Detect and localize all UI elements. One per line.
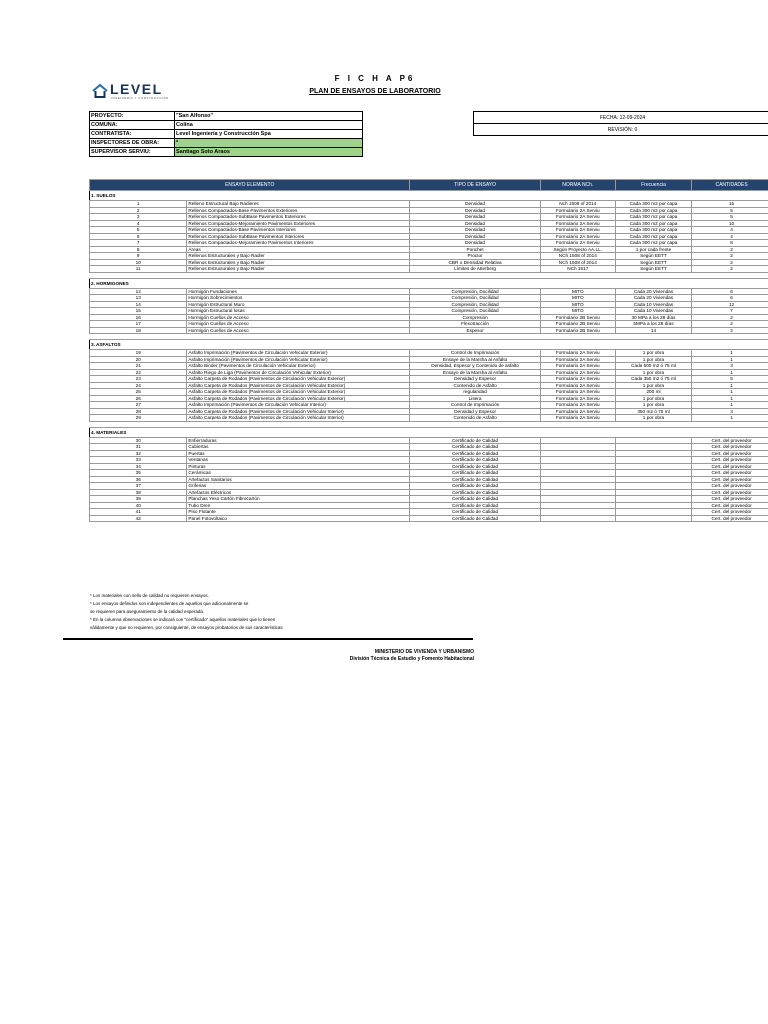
row-test-type: Certificado de Calidad xyxy=(410,476,540,483)
row-test-type: Ponchet xyxy=(410,246,540,253)
row-test-type: Certificado de Calidad xyxy=(410,457,540,464)
row-frequency: 1 por obra xyxy=(615,382,691,389)
row-norma: Formulario 2A Serviu xyxy=(540,382,615,389)
row-number: 37 xyxy=(90,483,187,490)
row-number: 35 xyxy=(90,470,187,477)
row-quantity: 1 xyxy=(692,415,768,422)
row-frequency: Cada 300 m2 por capa xyxy=(615,220,691,227)
row-quantity: 10 xyxy=(692,220,768,227)
row-norma: MITO xyxy=(540,301,615,308)
row-test-type: Densidad xyxy=(410,233,540,240)
row-test-type: Densidad xyxy=(410,214,540,221)
row-quantity: 3 xyxy=(692,408,768,415)
row-quantity: Cert. del proveedor xyxy=(692,463,768,470)
section-title: 1. SUELOS xyxy=(90,191,768,201)
date-label: FECHA: 12-09-2024 xyxy=(474,112,768,124)
row-number: 28 xyxy=(90,408,187,415)
row-norma: Nch 1508 of 2014 xyxy=(540,201,615,208)
row-element: Asfalto Imprimación (Pavimentos de Circulación Vehicular Interior) xyxy=(187,402,410,409)
section-title: 3. ASFALTOS xyxy=(90,340,768,350)
section-title: 4. MATERIALES xyxy=(90,427,768,437)
row-quantity: Cert. del proveedor xyxy=(692,515,768,522)
row-norma: Según Proyecto AA.LL. xyxy=(540,246,615,253)
row-norma: Formulario 2A Serviu xyxy=(540,408,615,415)
row-norma: Formulario 2B Serviu xyxy=(540,327,615,334)
row-quantity: 5 xyxy=(692,207,768,214)
row-test-type: Ensaye de la Marsha al Asfalto xyxy=(410,356,540,363)
logo-text: LEVEL xyxy=(110,81,163,97)
row-quantity: 1 xyxy=(692,402,768,409)
row-test-type: Certificado de Calidad xyxy=(410,483,540,490)
row-frequency: Cada 300 m2 por capa xyxy=(615,214,691,221)
row-element: Asfalto Carpeta de Rodados (Pavimentos de Circulación Vehicular Exterior) xyxy=(187,376,410,383)
row-frequency: 1 por obra xyxy=(615,395,691,402)
row-number: 17 xyxy=(90,321,187,328)
row-quantity: 5 xyxy=(692,376,768,383)
section-row xyxy=(90,191,768,201)
row-quantity: Cert. del proveedor xyxy=(692,470,768,477)
row-element: Asfalto Carpeta de Rodados (Pavimentos de Circulación Vehicular Exterior) xyxy=(187,389,410,396)
row-test-type: Ensayo de la Marsha al Asfalto xyxy=(410,369,540,376)
signature-rule xyxy=(63,638,473,640)
info-row xyxy=(90,121,363,130)
row-test-type: Espesor xyxy=(410,327,540,334)
row-quantity: 2 xyxy=(692,253,768,260)
row-number: 8 xyxy=(90,246,187,253)
row-number: 4 xyxy=(90,220,187,227)
row-norma: MITO xyxy=(540,288,615,295)
row-number: 9 xyxy=(90,253,187,260)
col-header-norma: NORMA NCh. xyxy=(540,180,615,191)
row-number: 21 xyxy=(90,363,187,370)
info-value: Colina xyxy=(175,121,363,130)
table-header-row xyxy=(90,180,768,191)
info-value: Level Ingeniería y Construcción Spa xyxy=(175,130,363,139)
row-test-type: Densidad xyxy=(410,240,540,247)
row-test-type: Proctor xyxy=(410,253,540,260)
section-title: 2. HORMIGONES xyxy=(90,278,768,288)
row-norma: Formulario 2A Serviu xyxy=(540,240,615,247)
row-number: 19 xyxy=(90,350,187,357)
row-element: Rellenos Compactados-Base Pavimentos Interiores xyxy=(187,227,410,234)
footnotes xyxy=(90,592,390,632)
row-test-type: Densidad y Espesor xyxy=(410,376,540,383)
col-header-cantidades: CANTIDADES xyxy=(692,180,768,191)
row-number: 42 xyxy=(90,515,187,522)
row-element: Asfalto Carpeta de Rodados (Pavimentos de Circulación Vehicular Exterior) xyxy=(187,382,410,389)
row-norma: Formulario 2A Serviu xyxy=(540,395,615,402)
row-element: Hormigón Fundaciones xyxy=(187,288,410,295)
row-element: Hormigón Cuellos de Acceso xyxy=(187,314,410,321)
info-label: COMUNA: xyxy=(90,121,175,130)
row-element: Griferias xyxy=(187,483,410,490)
row-frequency: Cada 20 Viviendas xyxy=(615,288,691,295)
row-element: Asfalto Carpeta de Rodados (Pavimentos de Circulación Vehicular Interior) xyxy=(187,408,410,415)
row-quantity: Cert. del proveedor xyxy=(692,502,768,509)
row-element: Tubo Dren xyxy=(187,502,410,509)
ministry-division: División Técnica de Estudio y Fomento Habitacional xyxy=(349,656,474,662)
row-norma: Formulario 2A Serviu xyxy=(540,363,615,370)
row-test-type: Control de Imprimación xyxy=(410,402,540,409)
row-element: Rellenos Estructurales y Bajo Radier xyxy=(187,266,410,273)
row-norma: Formulario 2A Serviu xyxy=(540,220,615,227)
row-frequency: Según EETT xyxy=(615,259,691,266)
row-number: 34 xyxy=(90,463,187,470)
row-number: 40 xyxy=(90,502,187,509)
project-info-table xyxy=(89,111,363,157)
row-number: 27 xyxy=(90,402,187,409)
row-quantity: Cert. del proveedor xyxy=(692,476,768,483)
row-number: 20 xyxy=(90,356,187,363)
row-number: 3 xyxy=(90,214,187,221)
row-frequency: Según EETT xyxy=(615,266,691,273)
row-number: 14 xyxy=(90,301,187,308)
row-test-type: Densidad xyxy=(410,220,540,227)
row-element: Ventanas xyxy=(187,457,410,464)
info-row xyxy=(90,139,363,148)
row-test-type: Lisera xyxy=(410,395,540,402)
row-element: Artefactos Eléctricos xyxy=(187,489,410,496)
row-quantity: Cert. del proveedor xyxy=(692,444,768,451)
row-norma: Formulario 2A Serviu xyxy=(540,214,615,221)
row-element: Cerámicas xyxy=(187,470,410,477)
row-test-type: Compresión xyxy=(410,314,540,321)
footnote-line: se requieren para aseguramiento de la calidad esperada. xyxy=(90,609,205,614)
row-test-type: regularidad xyxy=(410,389,540,396)
row-quantity: 15 xyxy=(692,201,768,208)
row-test-type: Densidad, Espesor y Contenido de asfalto xyxy=(410,363,540,370)
row-number: 32 xyxy=(90,450,187,457)
row-frequency: 350 m2 ó 75 ml xyxy=(615,408,691,415)
row-quantity: 1 xyxy=(692,395,768,402)
row-number: 39 xyxy=(90,496,187,503)
col-header-tipo: TIPO DE ENSAYO xyxy=(410,180,540,191)
row-number: 10 xyxy=(90,259,187,266)
row-norma: Formulario 2A Serviu xyxy=(540,233,615,240)
row-norma: Formulario 2B Serviu xyxy=(540,314,615,321)
row-element: Cubiertas xyxy=(187,444,410,451)
row-test-type: Compresión, Docilidad xyxy=(410,295,540,302)
row-number: 15 xyxy=(90,308,187,315)
row-quantity: Cert. del proveedor xyxy=(692,509,768,516)
row-quantity: Cert. del proveedor xyxy=(692,457,768,464)
row-quantity: 12 xyxy=(692,301,768,308)
info-label: PROYECTO: xyxy=(90,112,175,121)
row-quantity: 2 xyxy=(692,314,768,321)
row-element: Asfalto Imprimación (Pavimentos de Circulación Vehicular Exterior) xyxy=(187,356,410,363)
row-test-type: Certificado de Calidad xyxy=(410,496,540,503)
row-quantity: 8 xyxy=(692,240,768,247)
row-test-type: Certificado de Calidad xyxy=(410,502,540,509)
row-number: 16 xyxy=(90,314,187,321)
row-element: Hormigón Cuellos de Acceso xyxy=(187,327,410,334)
form-code: F I C H A P6 xyxy=(334,74,416,83)
row-frequency: Cada 300 m2 por capa xyxy=(615,227,691,234)
row-norma: Formulario 2A Serviu xyxy=(540,376,615,383)
row-test-type: Contenido de Asfalto xyxy=(410,382,540,389)
row-test-type: Certificado de Calidad xyxy=(410,450,540,457)
row-quantity: Cert. del proveedor xyxy=(692,496,768,503)
row-element: Rellenos Compactados-Mejoramiento Pavimentos Exteriores xyxy=(187,220,410,227)
row-quantity: 6 xyxy=(692,295,768,302)
row-quantity: 1 xyxy=(692,389,768,396)
row-quantity: 7 xyxy=(692,308,768,315)
row-test-type: Certificado de Calidad xyxy=(410,515,540,522)
row-number: 25 xyxy=(90,389,187,396)
row-element: Artefactos Sanitarios xyxy=(187,476,410,483)
date-revision-box xyxy=(473,111,768,136)
row-element: Relleno Estructural Bajo Radieres xyxy=(187,201,410,208)
row-quantity: 2 xyxy=(692,327,768,334)
row-frequency: Cada 300 m2 por capa xyxy=(615,240,691,247)
row-norma: NCh 1508 of 2014 xyxy=(540,259,615,266)
row-number: 6 xyxy=(90,233,187,240)
row-test-type: Densidad xyxy=(410,227,540,234)
info-value: * xyxy=(175,139,363,148)
row-frequency: 30 MPa a los 28 días xyxy=(615,314,691,321)
row-frequency: 1 por obra xyxy=(615,369,691,376)
row-frequency: 1 por cada frente xyxy=(615,246,691,253)
row-frequency xyxy=(615,515,691,522)
row-element: Rellenos Compactados-SubBase Pavimentos Exteriores xyxy=(187,214,410,221)
section-row xyxy=(90,340,768,350)
row-element: Asfalto Carpeta de Rodados (Pavimentos de Circulación Vehicular Exterior) xyxy=(187,395,410,402)
row-test-type: Límites de Atterberg xyxy=(410,266,540,273)
revision-label: REVISIÓN: 0 xyxy=(474,124,768,136)
row-number: 23 xyxy=(90,376,187,383)
row-quantity: 2 xyxy=(692,266,768,273)
row-frequency: Cada 300 m2 por capa xyxy=(615,201,691,208)
row-quantity: 1 xyxy=(692,382,768,389)
row-number: 1 xyxy=(90,201,187,208)
row-quantity: 5 xyxy=(692,214,768,221)
info-row xyxy=(90,148,363,157)
row-element: Asfalto Riego de Liga (Pavimentos de Circulación Vehicular Exterior) xyxy=(187,369,410,376)
row-frequency: Cada 20 Viviendas xyxy=(615,295,691,302)
row-quantity: 4 xyxy=(692,227,768,234)
row-norma: NCh 1517 xyxy=(540,266,615,273)
company-logo xyxy=(92,82,172,102)
row-quantity: 1 xyxy=(692,350,768,357)
row-element: Planchas Yeso Cartón Fibrocartón xyxy=(187,496,410,503)
row-number: 38 xyxy=(90,489,187,496)
row-number: 41 xyxy=(90,509,187,516)
row-number: 22 xyxy=(90,369,187,376)
col-header-frecuencia: Frecuencia xyxy=(615,180,691,191)
row-norma: Formulario 2A Serviu xyxy=(540,369,615,376)
row-element: Asfalto Binder (Pavimentos de Circulación Vehicular Exterior) xyxy=(187,363,410,370)
row-number: 7 xyxy=(90,240,187,247)
test-plan-table xyxy=(89,179,768,522)
row-norma: Formulario 2A Serviu xyxy=(540,356,615,363)
col-header-elemento: ENSAYO ELEMENTO xyxy=(90,180,410,191)
row-number: 18 xyxy=(90,327,187,334)
row-test-type: Densidad xyxy=(410,201,540,208)
section-row xyxy=(90,427,768,437)
footnote-line: * En la columna observaciones se indicará con "certificado" aquellos materiales que lo tienen xyxy=(90,617,276,622)
row-element: Rellenos Compactados-SubBase Pavimentos Interiores xyxy=(187,233,410,240)
row-number: 5 xyxy=(90,227,187,234)
row-frequency: 14 xyxy=(615,327,691,334)
row-element: Hormigón Sobrecimientos xyxy=(187,295,410,302)
row-frequency: Cada 350 m2 ó 75 ml xyxy=(615,376,691,383)
row-quantity: Cert. del proveedor xyxy=(692,437,768,444)
row-test-type: Certificado de Calidad xyxy=(410,470,540,477)
table-row xyxy=(90,515,768,522)
row-quantity: Cert. del proveedor xyxy=(692,483,768,490)
row-norma: MITO xyxy=(540,308,615,315)
row-number: 30 xyxy=(90,437,187,444)
row-frequency: 200 ml xyxy=(615,389,691,396)
row-quantity: 2 xyxy=(692,259,768,266)
row-frequency: 1 por obra xyxy=(615,350,691,357)
row-frequency: 1 por obra xyxy=(615,415,691,422)
row-test-type: Compresión, Docilidad xyxy=(410,308,540,315)
row-frequency: Cada 300 m2 por capa xyxy=(615,233,691,240)
row-element: Hormigón Estructural Muro xyxy=(187,301,410,308)
row-number: 2 xyxy=(90,207,187,214)
row-number: 24 xyxy=(90,382,187,389)
section-row xyxy=(90,278,768,288)
row-element: Rellenos Estructurales y Bajo Radier xyxy=(187,253,410,260)
info-label: INSPECTORES DE OBRA: xyxy=(90,139,175,148)
ministry-block xyxy=(300,649,474,663)
row-element: Asfalto Imprimación (Pavimentos de Circulación Vehicular Exterior) xyxy=(187,350,410,357)
row-quantity: 2 xyxy=(692,246,768,253)
row-element: Áreas xyxy=(187,246,410,253)
ministry-name: MINISTERIO DE VIVIENDA Y URBANISMO xyxy=(374,649,474,655)
row-norma: Formulario 2A Serviu xyxy=(540,415,615,422)
row-test-type: Contenido de Asfalto xyxy=(410,415,540,422)
row-norma: NCh 1508 of 2014 xyxy=(540,253,615,260)
row-test-type: CBR o Densidad Relativa xyxy=(410,259,540,266)
row-norma: Formulario 2A Serviu xyxy=(540,389,615,396)
row-test-type: Certificado de Calidad xyxy=(410,437,540,444)
row-frequency: Cada 10 Viviendas xyxy=(615,308,691,315)
footnote-line: válidamente y que no requieren, por consiguiente, de ensayos probatorios de sus características xyxy=(90,625,283,630)
row-norma: Formulario 2A Serviu xyxy=(540,207,615,214)
row-element: Hormigón Estructural losas xyxy=(187,308,410,315)
row-quantity: 4 xyxy=(692,233,768,240)
row-number: 29 xyxy=(90,415,187,422)
footnote-line: * Los ensayos definidos son independientes de aquellos que adicionalmente se xyxy=(90,601,249,606)
row-element: Hormigón Cuellos de Acceso xyxy=(187,321,410,328)
row-element: Rellenos Compactados-Mejoramiento Pavimentos Interiores xyxy=(187,240,410,247)
row-norma: Formulario 2A Serviu xyxy=(540,402,615,409)
row-test-type: Compresión, Docilidad xyxy=(410,301,540,308)
row-element: Rellenos Estructurales y Bajo Radier xyxy=(187,259,410,266)
row-quantity: Cert. del proveedor xyxy=(692,489,768,496)
row-number: 33 xyxy=(90,457,187,464)
row-element: Enfierraduras xyxy=(187,437,410,444)
row-test-type: Densidad xyxy=(410,207,540,214)
row-test-type: Compresión, Docilidad xyxy=(410,288,540,295)
row-number: 12 xyxy=(90,288,187,295)
row-frequency: Cada 500 m2 ó 75 ml xyxy=(615,363,691,370)
row-number: 11 xyxy=(90,266,187,273)
info-label: CONTRATISTA: xyxy=(90,130,175,139)
row-quantity: 2 xyxy=(692,321,768,328)
row-element: Puertas xyxy=(187,450,410,457)
row-test-type: Densidad y Espesor xyxy=(410,408,540,415)
row-test-type: Certificado de Calidad xyxy=(410,463,540,470)
row-frequency: 5MPa a los 28 días xyxy=(615,321,691,328)
row-quantity: 6 xyxy=(692,288,768,295)
row-norma: Formulario 2A Serviu xyxy=(540,350,615,357)
row-number: 26 xyxy=(90,395,187,402)
row-quantity: 1 xyxy=(692,356,768,363)
row-quantity: 3 xyxy=(692,363,768,370)
info-row xyxy=(90,130,363,139)
info-row xyxy=(90,112,363,121)
row-element: Pinturas xyxy=(187,463,410,470)
row-number: 36 xyxy=(90,476,187,483)
row-norma: Formulario 2B Serviu xyxy=(540,321,615,328)
info-value: "San Alfonso" xyxy=(175,112,363,121)
logo-subtitle: INGENIERÍA Y CONSTRUCCIÓN xyxy=(111,96,169,100)
info-value: Santiago Soto Araos xyxy=(175,148,363,157)
row-test-type: Certificado de Calidad xyxy=(410,444,540,451)
row-element: Piso Flotante xyxy=(187,509,410,516)
row-test-type: Certificado de Calidad xyxy=(410,509,540,516)
page-title: PLAN DE ENSAYOS DE LABORATORIO xyxy=(309,88,441,95)
row-element: Asfalto Carpeta de Rodados (Pavimentos de Circulación Vehicular Interior) xyxy=(187,415,410,422)
row-test-type: Certificado de Calidad xyxy=(410,489,540,496)
row-frequency: 1 por obra xyxy=(615,402,691,409)
row-element: Rellenos Compactados-Base Pavimentos Exteriores xyxy=(187,207,410,214)
row-element: Panel Fotovoltaico xyxy=(187,515,410,522)
row-frequency: Cada 10 Viviendas xyxy=(615,301,691,308)
row-frequency: Cada 300 m2 por capa xyxy=(615,207,691,214)
row-quantity: Cert. del proveedor xyxy=(692,450,768,457)
row-frequency: Según EETT xyxy=(615,253,691,260)
row-norma xyxy=(540,515,615,522)
row-number: 13 xyxy=(90,295,187,302)
footnote-line: * Los materiales con sello de calidad no requieren ensayos. xyxy=(90,593,209,598)
row-quantity: 1 xyxy=(692,369,768,376)
row-norma: Formulario 2A Serviu xyxy=(540,227,615,234)
row-test-type: Control de Imprimación xyxy=(410,350,540,357)
row-number: 31 xyxy=(90,444,187,451)
row-norma: MITO xyxy=(540,295,615,302)
row-frequency: 1 por obra xyxy=(615,356,691,363)
info-label: SUPERVISOR SERVIU: xyxy=(90,148,175,157)
house-icon xyxy=(92,83,108,99)
row-test-type: Flexotracción xyxy=(410,321,540,328)
